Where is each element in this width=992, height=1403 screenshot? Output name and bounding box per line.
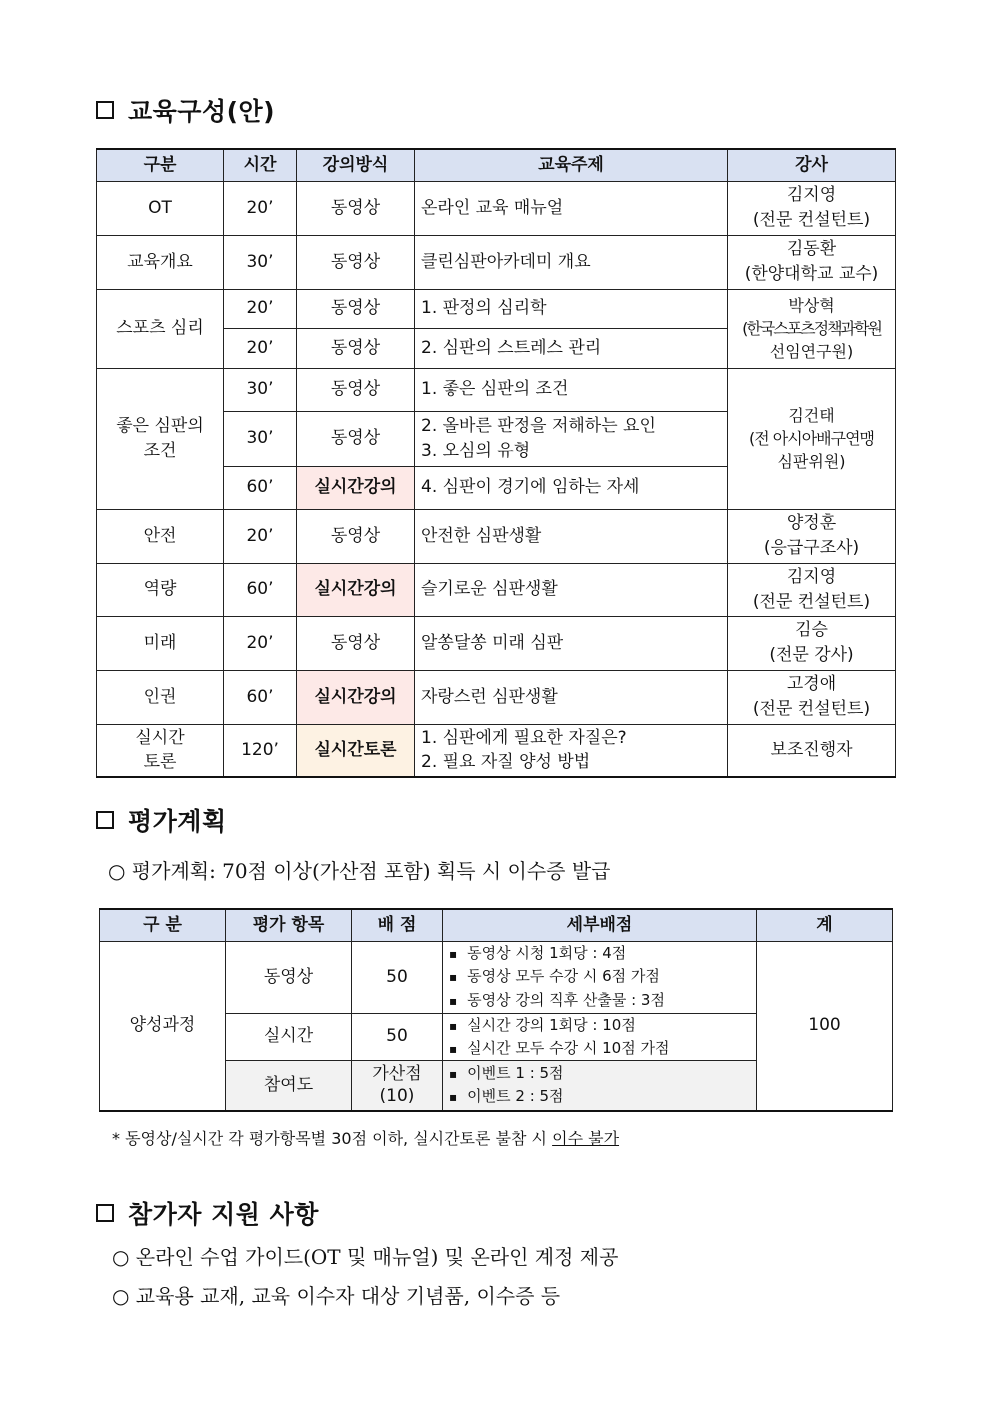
detail-item: ▪ 실시간 모두 수강 시 10점 가점	[449, 1037, 750, 1060]
table-row	[97, 616, 896, 670]
cell-details	[443, 1061, 757, 1111]
cell-topic: 1. 좋은 심판의 조건	[415, 368, 728, 411]
cell-time: 20’	[224, 616, 297, 670]
cell-method-live: 실시간강의	[297, 563, 415, 616]
cell-topic: 알쏭달쏭 미래 심판	[415, 616, 728, 670]
cell-topic: 슬기로운 심판생활	[415, 563, 728, 616]
cell-instructor: 김지영 (전문 컨설턴트)	[728, 181, 896, 235]
table-row	[97, 289, 896, 328]
cell-group: 양성과정	[100, 941, 226, 1111]
header-time: 시간	[224, 149, 297, 181]
header-total: 계	[757, 909, 893, 941]
detail-item: ▪ 동영상 시청 1회당 : 4점	[449, 942, 750, 965]
cell-category: 안전	[97, 509, 224, 563]
cell-total: 100	[757, 941, 893, 1111]
header-details: 세부배점	[443, 909, 757, 941]
cell-topic: 클린심판아카데미 개요	[415, 235, 728, 289]
cell-method-discussion: 실시간토론	[297, 724, 415, 777]
header-category: 구분	[97, 149, 224, 181]
header-instructor: 강사	[728, 149, 896, 181]
cell-method: 동영상	[297, 289, 415, 328]
cell-topic: 1. 심판에게 필요한 자질은? 2. 필요 자질 양성 방법	[415, 724, 728, 777]
cell-category: 인권	[97, 670, 224, 724]
cell-method: 동영상	[297, 616, 415, 670]
header-method: 강의방식	[297, 149, 415, 181]
cell-details	[443, 941, 757, 1013]
section-heading-evaluation	[96, 802, 227, 838]
cell-topic: 4. 심판이 경기에 임하는 자세	[415, 466, 728, 509]
detail-item: ▪ 이벤트 2 : 5점	[449, 1085, 750, 1108]
cell-time: 30’	[224, 368, 297, 411]
footnote-emphasis: 이수 불가	[552, 1129, 620, 1148]
cell-method: 동영상	[297, 368, 415, 411]
table-row	[97, 670, 896, 724]
detail-item: ▪ 이벤트 1 : 5점	[449, 1062, 750, 1085]
cell-method-live: 실시간강의	[297, 466, 415, 509]
section-heading-support	[96, 1195, 319, 1231]
cell-time: 30’	[224, 235, 297, 289]
footnote	[112, 1126, 619, 1149]
cell-instructor: 고경애 (전문 컨설턴트)	[728, 670, 896, 724]
table-header-row	[97, 149, 896, 181]
cell-instructor: 김건태 (전 아시아배구연맹 심판위원)	[728, 368, 896, 509]
cell-method: 동영상	[297, 235, 415, 289]
header-category: 구 분	[100, 909, 226, 941]
section-title: 참가자 지원 사항	[128, 1200, 319, 1229]
table-row	[97, 235, 896, 289]
cell-instructor: 양정훈 (응급구조사)	[728, 509, 896, 563]
header-topic: 교육주제	[415, 149, 728, 181]
cell-instructor: 김승 (전문 강사)	[728, 616, 896, 670]
checkbox-square-icon	[96, 811, 114, 829]
detail-item: ▪ 동영상 모두 수강 시 6점 가점	[449, 965, 750, 988]
detail-item: ▪ 실시간 강의 1회당 : 10점	[449, 1014, 750, 1037]
checkbox-square-icon	[96, 101, 114, 119]
cell-time: 20’	[224, 181, 297, 235]
cell-time: 60’	[224, 670, 297, 724]
cell-method: 동영상	[297, 328, 415, 368]
table-row	[100, 941, 893, 1013]
cell-time: 20’	[224, 509, 297, 563]
cell-score: 50	[352, 941, 443, 1013]
curriculum-table	[96, 148, 896, 778]
table-header-row	[100, 909, 893, 941]
cell-instructor: 박상혁 (한국스포츠정책과학원 선임연구원)	[728, 289, 896, 368]
cell-time: 30’	[224, 411, 297, 466]
support-item: ○ 교육용 교재, 교육 이수자 대상 기념품, 이수증 등	[112, 1284, 561, 1308]
cell-topic: 자랑스런 심판생활	[415, 670, 728, 724]
cell-category: 좋은 심판의 조건	[97, 368, 224, 509]
cell-time: 20’	[224, 289, 297, 328]
cell-item: 참여도	[226, 1061, 352, 1111]
cell-details	[443, 1013, 757, 1061]
cell-score: 50	[352, 1013, 443, 1061]
cell-method: 동영상	[297, 181, 415, 235]
support-item: ○ 온라인 수업 가이드(OT 및 매뉴얼) 및 온라인 계정 제공	[112, 1245, 619, 1269]
cell-topic: 1. 판정의 심리학	[415, 289, 728, 328]
checkbox-square-icon	[96, 1204, 114, 1222]
detail-item: ▪ 동영상 강의 직후 산출물 : 3점	[449, 989, 750, 1012]
cell-time: 120’	[224, 724, 297, 777]
header-score: 배 점	[352, 909, 443, 941]
footnote-text: * 동영상/실시간 각 평가항목별 30점 이하, 실시간토론 불참 시	[112, 1129, 553, 1148]
cell-instructor: 보조진행자	[728, 724, 896, 777]
cell-topic: 안전한 심판생활	[415, 509, 728, 563]
table-row	[97, 724, 896, 777]
cell-method: 동영상	[297, 411, 415, 466]
section-heading-curriculum	[96, 92, 275, 128]
cell-topic: 2. 심판의 스트레스 관리	[415, 328, 728, 368]
section-title: 교육구성(안)	[128, 97, 276, 126]
table-row	[97, 509, 896, 563]
table-row	[97, 563, 896, 616]
cell-instructor: 김지영 (전문 컨설턴트)	[728, 563, 896, 616]
cell-instructor: 김동환 (한양대학교 교수)	[728, 235, 896, 289]
cell-time: 20’	[224, 328, 297, 368]
section-title: 평가계획	[128, 807, 227, 836]
cell-category: OT	[97, 181, 224, 235]
cell-category: 미래	[97, 616, 224, 670]
cell-time: 60’	[224, 563, 297, 616]
cell-item: 실시간	[226, 1013, 352, 1061]
cell-item: 동영상	[226, 941, 352, 1013]
cell-category: 교육개요	[97, 235, 224, 289]
cell-category: 스포츠 심리	[97, 289, 224, 368]
cell-topic: 2. 올바른 판정을 저해하는 요인 3. 오심의 유형	[415, 411, 728, 466]
cell-topic: 온라인 교육 매뉴얼	[415, 181, 728, 235]
header-item: 평가 항목	[226, 909, 352, 941]
cell-method-live: 실시간강의	[297, 670, 415, 724]
cell-time: 60’	[224, 466, 297, 509]
table-row	[97, 368, 896, 411]
table-row	[97, 181, 896, 235]
cell-category: 역량	[97, 563, 224, 616]
evaluation-summary: ○ 평가계획: 70점 이상(가산점 포함) 획득 시 이수증 발급	[108, 859, 611, 883]
evaluation-table	[99, 908, 893, 1112]
cell-score: 가산점 (10)	[352, 1061, 443, 1111]
cell-category: 실시간 토론	[97, 724, 224, 777]
cell-method: 동영상	[297, 509, 415, 563]
